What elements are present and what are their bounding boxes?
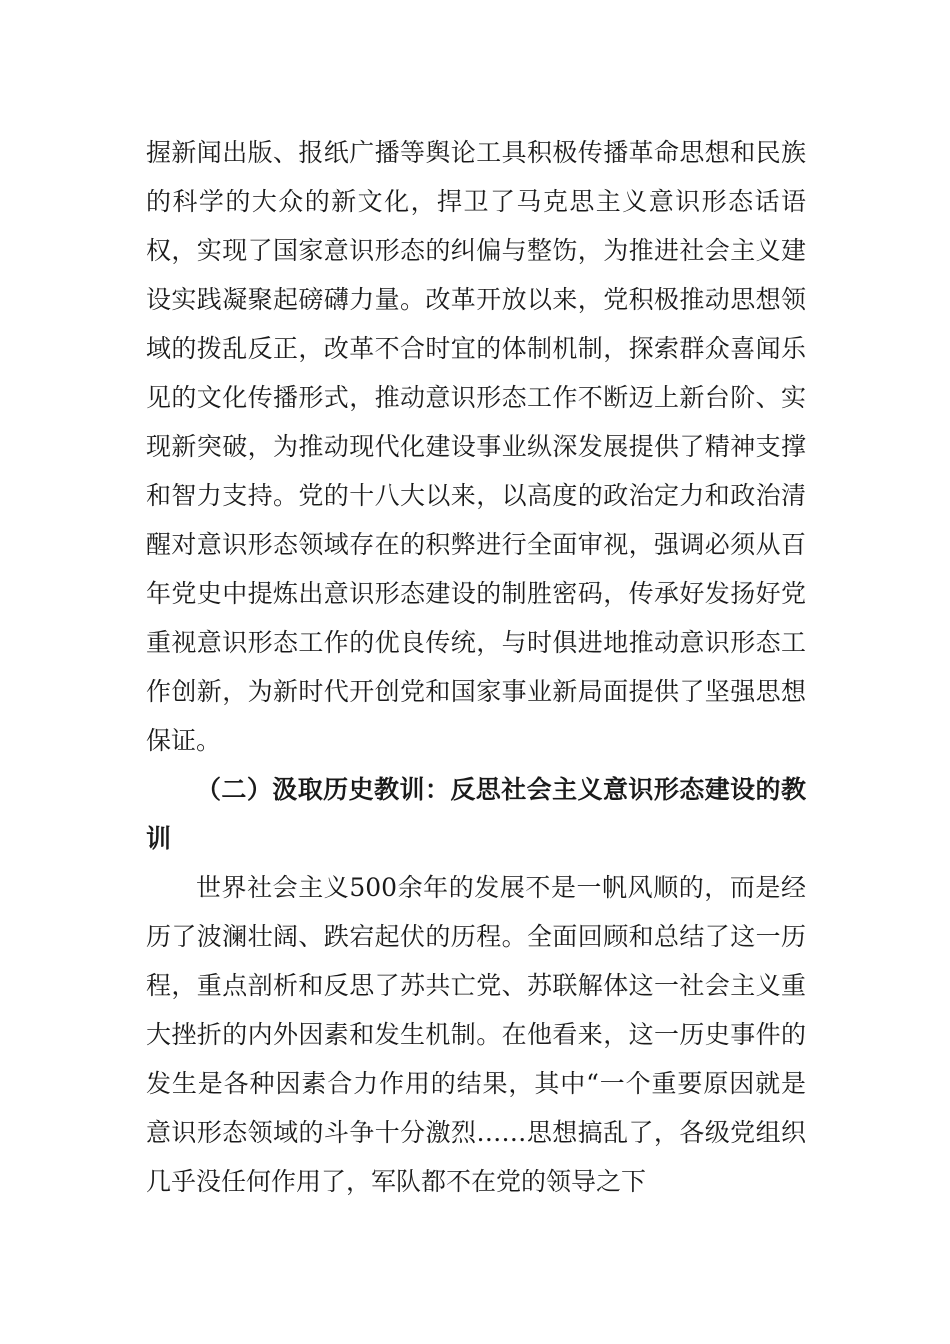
section-heading: （二）汲取历史教训：反思社会主义意识形态建设的教训 bbox=[146, 775, 806, 853]
body-paragraph-2: 世界社会主义500余年的发展不是一帆风顺的，而是经历了波澜壮阔、跌宕起伏的历程。全面回顾和总结了这一历程，重点剖析和反思了苏共亡党、苏联解体这一社会主义重大挫折的内外因素和发生机制。在他看来，这一历史事件的发生是各种因素合力作用的结果，其中“一个重要原因就是意识形态领域的斗争十分激烈……思想搞乱了，各级党组织几乎没任何作用了，军队都不在党的领导之下 bbox=[146, 873, 806, 1196]
document-page bbox=[146, 128, 806, 1206]
body-paragraph-1: 握新闻出版、报纸广播等舆论工具积极传播革命思想和民族的科学的大众的新文化，捍卫了马克思主义意识形态话语权，实现了国家意识形态的纠偏与整饬，为推进社会主义建设实践凝聚起磅礴力量。改革开放以来，党积极推动思想领域的拨乱反正，改革不合时宜的体制机制，探索群众喜闻乐见的文化传播形式，推动意识形态工作不断迈上新台阶、实现新突破，为推动现代化建设事业纵深发展提供了精神支撑和智力支持。党的十八大以来，以高度的政治定力和政治清醒对意识形态领域存在的积弊进行全面审视，强调必须从百年党史中提炼出意识形态建设的制胜密码，传承好发扬好党重视意识形态工作的优良传统，与时俱进地推动意识形态工作创新，为新时代开创党和国家事业新局面提供了坚强思想保证。 bbox=[146, 138, 806, 755]
